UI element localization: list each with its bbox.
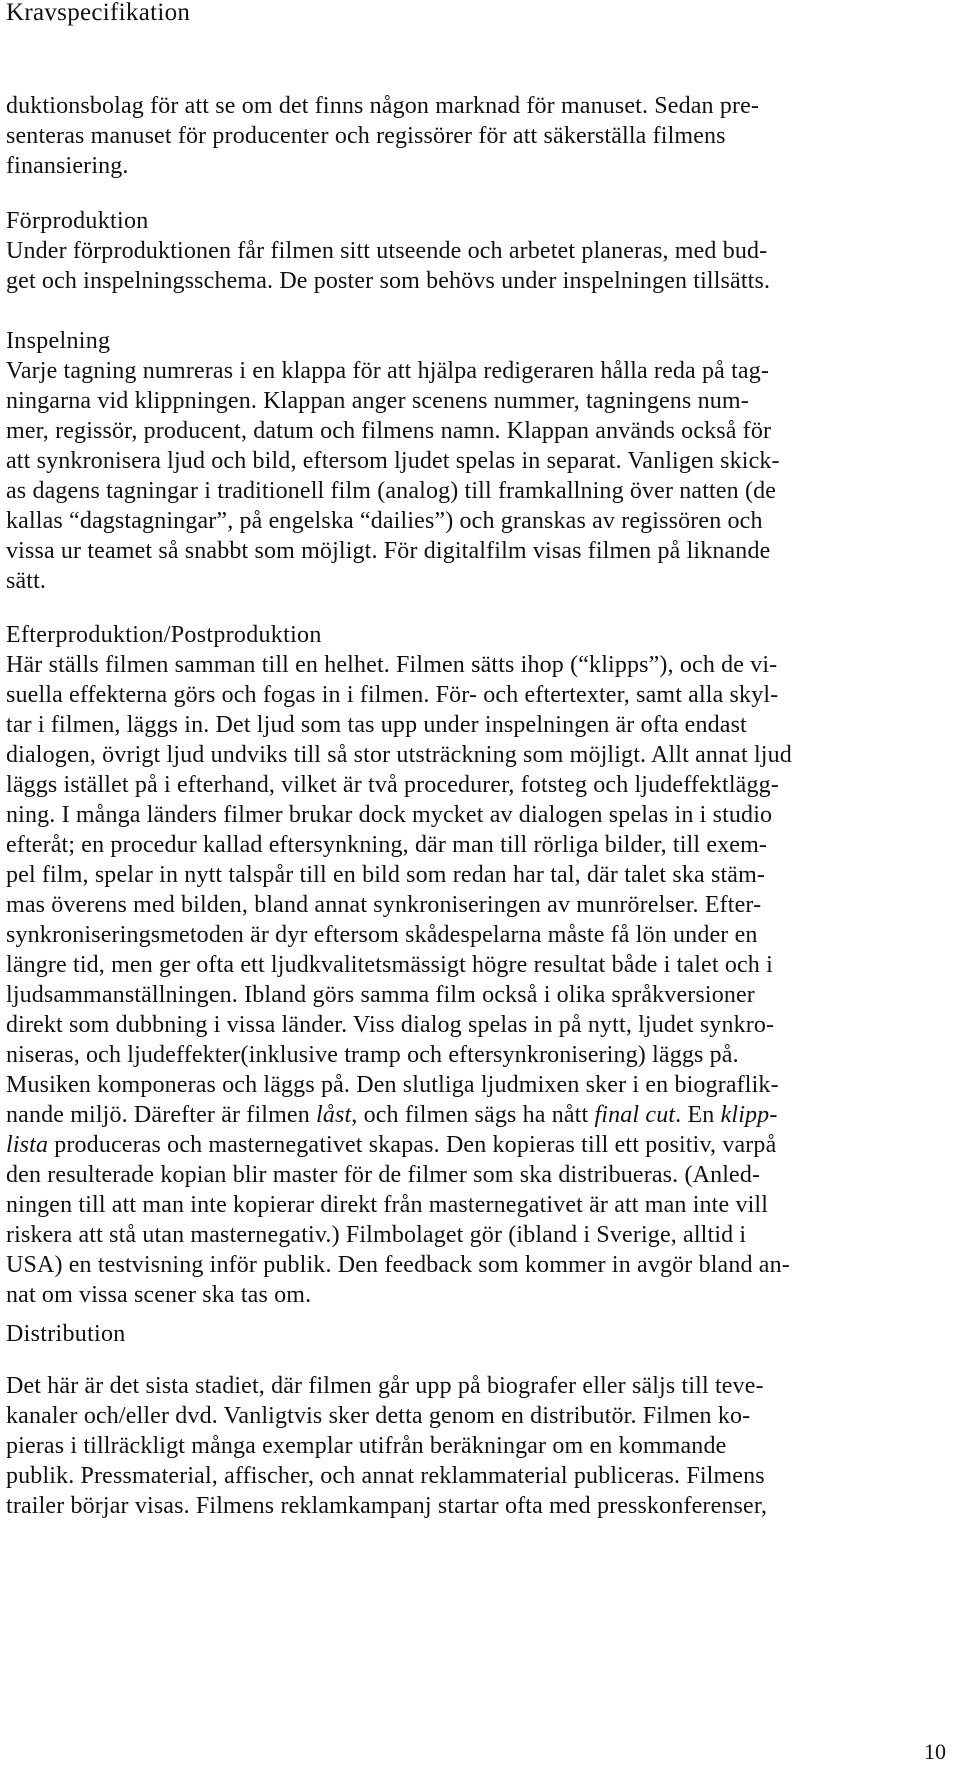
- text-line: efteråt; en procedur kallad eftersynkning, där man till rörliga bilder, till exem-: [6, 832, 768, 858]
- text-line: synkroniseringsmetoden är dyr eftersom skådespelarna måste få lön under en: [6, 922, 758, 948]
- text-line: direkt som dubbning i vissa länder. Viss dialog spelas in på nytt, ljudet synkro-: [6, 1012, 775, 1038]
- text-line: ning. I många länders filmer brukar dock mycket av dialogen spelas in i studio: [6, 802, 773, 828]
- emphasis-text: lista: [6, 1132, 49, 1158]
- text-line: USA) en testvisning inför publik. Den feedback som kommer in avgör bland an-: [6, 1252, 790, 1278]
- text-line: ningen till att man inte kopierar direkt från masternegativet är att man inte vill: [6, 1192, 769, 1218]
- page-number: 10: [924, 1739, 946, 1764]
- text-line: Här ställs filmen samman till en helhet. Filmen sätts ihop (“klipps”), och de vi-: [6, 652, 778, 678]
- section-forproduktion: [6, 206, 946, 296]
- text-line: ningarna vid klippningen. Klappan anger scenens nummer, tagningens num-: [6, 388, 749, 414]
- section-heading: Efterproduktion/Postproduktion: [6, 622, 322, 648]
- text-line: ljudsammanställningen. Ibland görs samma film också i olika språkversioner: [6, 982, 755, 1008]
- text-line: as dagens tagningar i traditionell film (analog) till framkallning över natten (de: [6, 478, 777, 504]
- text-line: get och inspelningsschema. De poster som behövs under inspelningen tillsätts.: [6, 268, 771, 294]
- text-run: . En: [675, 1102, 721, 1128]
- section-heading: Inspelning: [6, 328, 111, 354]
- text-line: trailer börjar visas. Filmens reklamkampanj startar ofta med presskonferenser,: [6, 1493, 768, 1519]
- text-line: sätt.: [6, 568, 47, 594]
- text-line: Musiken komponeras och läggs på. Den slutliga ljudmixen sker i en biograflik-: [6, 1072, 779, 1098]
- text-line: kallas “dagstagningar”, på engelska “dailies”) och granskas av regissören och: [6, 508, 763, 534]
- text-line: Det här är det sista stadiet, där filmen går upp på biografer eller säljs till teve-: [6, 1373, 764, 1399]
- section-distribution-body: [6, 1371, 946, 1521]
- emphasis-text: låst: [316, 1102, 352, 1128]
- text-line: tar i filmen, läggs in. Det ljud som tas upp under inspelningen är ofta endast: [6, 712, 747, 738]
- text-line: pieras i tillräckligt många exemplar utifrån beräkningar om en kommande: [6, 1433, 727, 1459]
- text-line: suella effekterna görs och fogas in i filmen. För- och eftertexter, samt alla skyl-: [6, 682, 779, 708]
- section-heading: Förproduktion: [6, 208, 149, 234]
- text-line: mas överens med bilden, bland annat synkroniseringen av munrörelser. Efter-: [6, 892, 762, 918]
- intro-paragraph: [6, 91, 946, 181]
- text-line: Varje tagning numreras i en klappa för att hjälpa redigeraren hålla reda på tag-: [6, 358, 769, 384]
- section-distribution-heading: [6, 1319, 946, 1349]
- text-line: finansiering.: [6, 153, 129, 179]
- running-header: Kravspecifikation: [6, 0, 191, 26]
- text-line: duktionsbolag för att se om det finns någon marknad för manuset. Sedan pre-: [6, 93, 760, 119]
- text-line: senteras manuset för producenter och regissörer för att säkerställa filmens: [6, 123, 726, 149]
- text-line: den resulterade kopian blir master för de filmer som ska distribueras. (Anled-: [6, 1162, 761, 1188]
- text-line: niseras, och ljudeffekter(inklusive tramp och eftersynkronisering) läggs på.: [6, 1042, 739, 1068]
- text-line: dialogen, övrigt ljud undviks till så stor utsträckning som möjligt. Allt annat ljud: [6, 742, 792, 768]
- emphasis-text: final cut: [594, 1102, 676, 1128]
- text-line: vissa ur teamet så snabbt som möjligt. För digitalfilm visas filmen på liknande: [6, 538, 771, 564]
- section-heading: Distribution: [6, 1321, 126, 1347]
- text-line: nat om vissa scener ska tas om.: [6, 1282, 312, 1308]
- text-line: riskera att stå utan masternegativ.) Filmbolaget gör (ibland i Sverige, alltid i: [6, 1222, 747, 1248]
- text-line: mer, regissör, producent, datum och filmens namn. Klappan används också för: [6, 418, 772, 444]
- text-line: Under förproduktionen får filmen sitt utseende och arbetet planeras, med bud-: [6, 238, 768, 264]
- section-inspelning: [6, 326, 946, 596]
- text-line: längre tid, men ger ofta ett ljudkvalitetsmässigt högre resultat både i talet och i: [6, 952, 773, 978]
- text-line-rich: [6, 1130, 946, 1160]
- text-run: nande miljö. Därefter är filmen: [6, 1102, 317, 1128]
- text-line-rich: [6, 1100, 946, 1130]
- section-efterproduktion: [6, 620, 946, 1310]
- text-line: publik. Pressmaterial, affischer, och annat reklammaterial publiceras. Filmens: [6, 1463, 765, 1489]
- text-line: pel film, spelar in nytt talspår till en bild som redan har tal, där talet ska stäm-: [6, 862, 766, 888]
- text-line: kanaler och/eller dvd. Vanligtvis sker detta genom en distributör. Filmen ko-: [6, 1403, 751, 1429]
- text-line: att synkronisera ljud och bild, eftersom ljudet spelas in separat. Vanligen skick-: [6, 448, 780, 474]
- text-run: , och filmen sägs ha nått: [351, 1102, 595, 1128]
- text-run: produceras och masternegativet skapas. Den kopieras till ett positiv, varpå: [48, 1132, 777, 1158]
- text-line: läggs istället på i efterhand, vilket är två procedurer, fotsteg och ljudeffektlägg-: [6, 772, 779, 798]
- emphasis-text: klipp-: [720, 1102, 778, 1128]
